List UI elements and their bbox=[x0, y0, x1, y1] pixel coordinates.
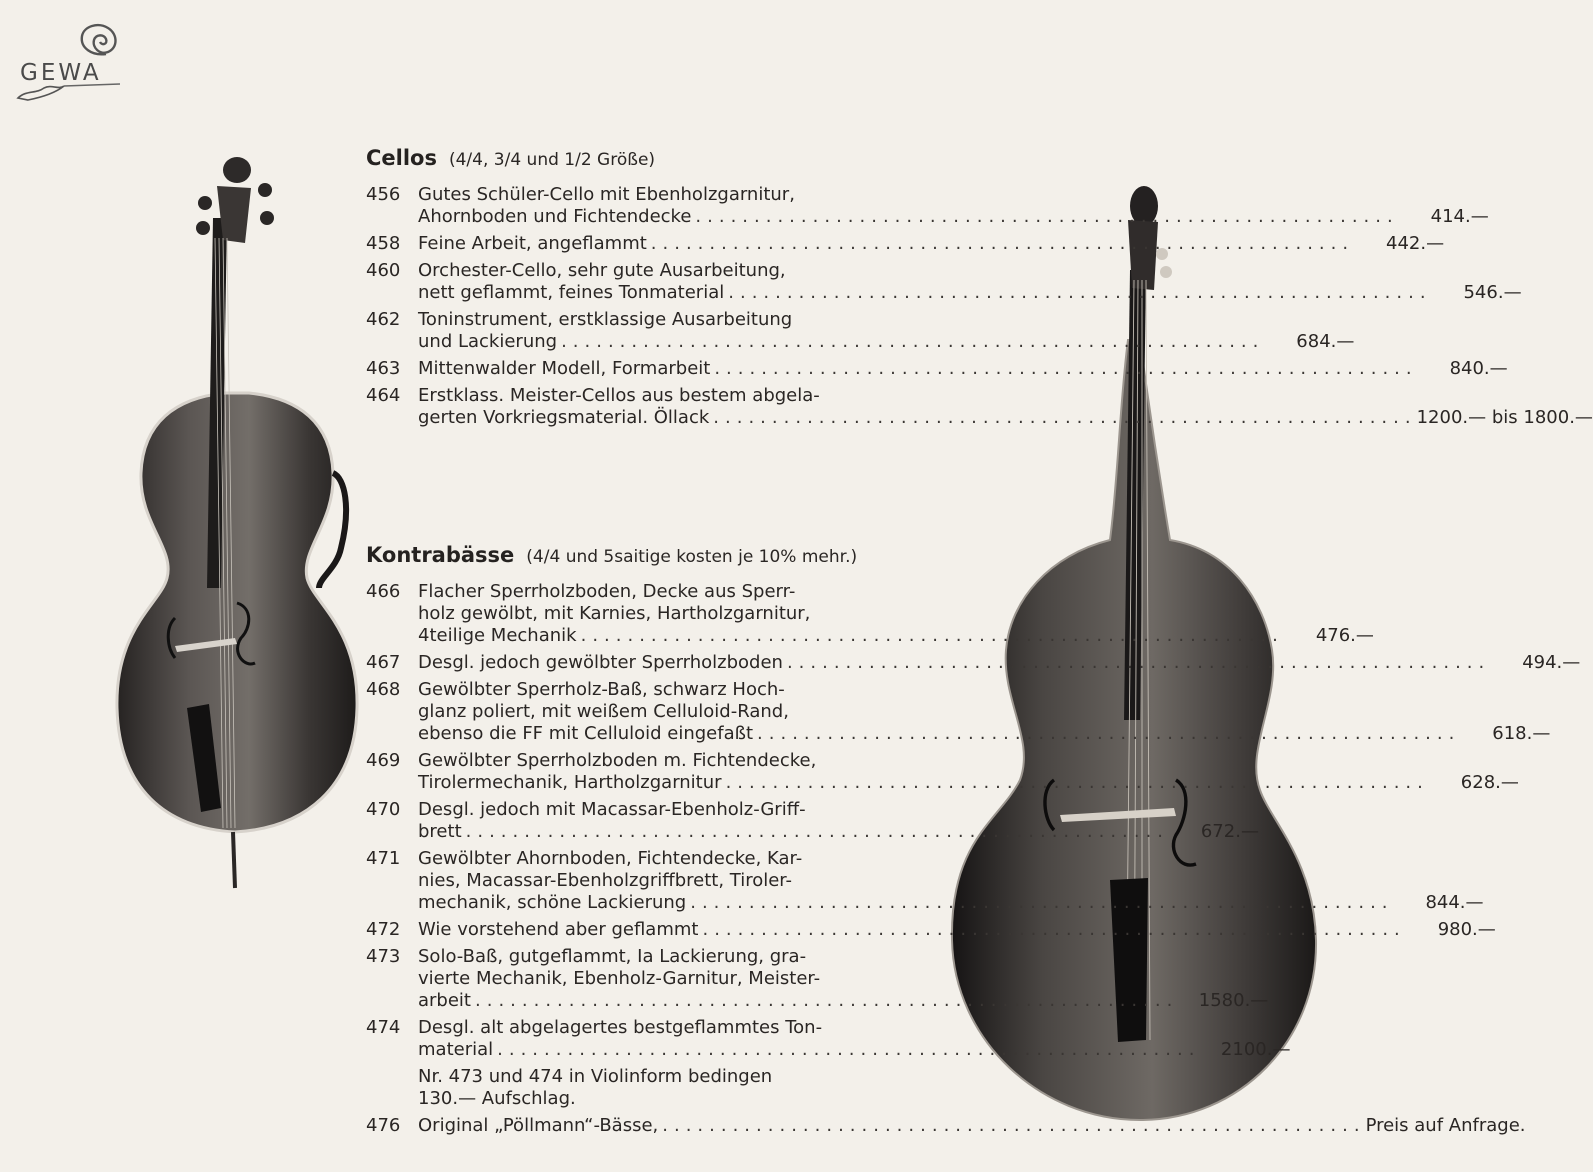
item-description: gerten Vorkriegsmaterial. Öllack bbox=[418, 407, 710, 428]
price-entry bbox=[366, 184, 1489, 228]
item-price: 494.— bbox=[1522, 652, 1581, 673]
item-number: 458 bbox=[366, 233, 401, 254]
leader-dots: ............................................................ bbox=[786, 652, 1491, 673]
item-description: Gewölbter Sperrholz-Baß, schwarz Hoch- bbox=[418, 679, 785, 700]
price-entry bbox=[366, 581, 1374, 647]
item-description: Gewölbter Sperrholzboden m. Fichtendecke, bbox=[418, 750, 817, 771]
item-number: 456 bbox=[366, 184, 401, 205]
price-entry bbox=[366, 309, 1355, 353]
item-description: glanz poliert, mit weißem Celluloid-Rand, bbox=[418, 701, 789, 722]
leader-dots: ............................................................ bbox=[757, 723, 1461, 744]
item-number: 463 bbox=[366, 358, 401, 379]
item-description: Wie vorstehend aber geflammt bbox=[418, 919, 699, 940]
item-price: 476.— bbox=[1315, 625, 1374, 646]
cello-illustration bbox=[105, 148, 375, 898]
item-number: 476 bbox=[366, 1115, 401, 1136]
item-description: brett bbox=[418, 821, 462, 842]
item-price: 840.— bbox=[1449, 358, 1508, 379]
item-description: Nr. 473 und 474 in Violinform bedingen bbox=[418, 1066, 773, 1087]
price-entry bbox=[366, 750, 1519, 794]
item-description: Erstklass. Meister-Cellos aus bestem abgela- bbox=[418, 385, 820, 406]
item-description: Flacher Sperrholzboden, Decke aus Sperr- bbox=[418, 581, 796, 602]
item-price: 684.— bbox=[1296, 331, 1355, 352]
price-entry bbox=[366, 799, 1259, 843]
item-number: 460 bbox=[366, 260, 401, 281]
item-description: Desgl. jedoch mit Macassar-Ebenholz-Griff- bbox=[418, 799, 806, 820]
item-number: 464 bbox=[366, 385, 401, 406]
item-description: Mittenwalder Modell, Formarbeit bbox=[418, 358, 711, 379]
leader-dots: ............................................................ bbox=[728, 282, 1432, 303]
item-description: und Lackierung bbox=[418, 331, 558, 352]
item-description: ebenso die FF mit Celluloid eingefaßt bbox=[418, 723, 754, 744]
item-price: 1580.— bbox=[1198, 990, 1269, 1011]
price-entry bbox=[366, 946, 1269, 1012]
cellos-title: Cellos bbox=[366, 146, 437, 170]
item-price: 546.— bbox=[1463, 282, 1522, 303]
leader-dots: ............................................................ bbox=[580, 625, 1284, 646]
item-price: 414.— bbox=[1430, 206, 1489, 227]
item-number: 472 bbox=[366, 919, 401, 940]
item-number: 462 bbox=[366, 309, 401, 330]
item-price: 672.— bbox=[1200, 821, 1259, 842]
item-number: 467 bbox=[366, 652, 401, 673]
item-price: 1200.— bis 1800.— bbox=[1416, 407, 1593, 428]
item-price: 618.— bbox=[1492, 723, 1551, 744]
item-price: 2100.— bbox=[1220, 1039, 1291, 1060]
leader-dots: ............................................................ bbox=[465, 821, 1169, 842]
item-description: Toninstrument, erstklassige Ausarbeitung bbox=[418, 309, 793, 330]
price-entry bbox=[366, 385, 1593, 429]
price-entry bbox=[366, 848, 1484, 914]
leader-dots: ............................................................ bbox=[650, 233, 1355, 254]
item-description: Desgl. jedoch gewölbter Sperrholzboden bbox=[418, 652, 783, 673]
leader-dots: ............................................................ bbox=[690, 892, 1394, 913]
kontrabaesse-title: Kontrabässe bbox=[366, 543, 515, 567]
item-description: holz gewölbt, mit Karnies, Hartholzgarnitur, bbox=[418, 603, 811, 624]
price-entry bbox=[366, 1066, 946, 1110]
price-entry bbox=[366, 358, 1508, 380]
item-price: 844.— bbox=[1425, 892, 1484, 913]
item-number bbox=[366, 1066, 418, 1110]
item-description: material bbox=[418, 1039, 494, 1060]
item-description: Feine Arbeit, angeflammt bbox=[418, 233, 647, 254]
kontrabaesse-note: (4/4 und 5saitige kosten je 10% mehr.) bbox=[526, 547, 858, 567]
item-description: Ahornboden und Fichtendecke bbox=[418, 206, 692, 227]
kontrabaesse-price-list bbox=[366, 581, 1581, 1137]
logo-text: GEWA bbox=[20, 60, 102, 86]
item-number: 470 bbox=[366, 799, 401, 820]
item-description: mechanik, schöne Lackierung bbox=[418, 892, 687, 913]
leader-dots: ............................................................ bbox=[561, 331, 1265, 352]
item-description: Desgl. alt abgelagertes bestgeflammtes Ton- bbox=[418, 1017, 823, 1038]
leader-dots: ............................................................ bbox=[702, 919, 1406, 940]
item-description: vierte Mechanik, Ebenholz-Garnitur, Meister- bbox=[418, 968, 821, 989]
leader-dots: ............................................................ bbox=[713, 407, 1417, 428]
cellos-section bbox=[366, 146, 1593, 434]
item-description: Orchester-Cello, sehr gute Ausarbeitung, bbox=[418, 260, 786, 281]
item-number: 466 bbox=[366, 581, 401, 602]
cellos-size-note: (4/4, 3/4 und 1/2 Größe) bbox=[448, 150, 656, 170]
item-description: nies, Macassar-Ebenholzgriffbrett, Tiroler- bbox=[418, 870, 793, 891]
item-number: 469 bbox=[366, 750, 401, 771]
item-price: 442.— bbox=[1386, 233, 1445, 254]
price-entry bbox=[366, 1115, 1526, 1137]
price-entry bbox=[366, 652, 1581, 674]
item-description: Original „Pöllmann“-Bässe, bbox=[418, 1115, 659, 1136]
price-entry bbox=[366, 233, 1445, 255]
leader-dots: ............................................................ bbox=[662, 1115, 1366, 1136]
cellos-price-list bbox=[366, 184, 1593, 429]
cellos-heading bbox=[366, 146, 946, 170]
item-number: 474 bbox=[366, 1017, 401, 1038]
item-description: Tirolermechanik, Hartholzgarnitur bbox=[418, 772, 722, 793]
price-entry bbox=[366, 1017, 1291, 1061]
item-number: 468 bbox=[366, 679, 401, 700]
item-number: 471 bbox=[366, 848, 401, 869]
leader-dots: ............................................................ bbox=[714, 358, 1418, 379]
item-price: 628.— bbox=[1460, 772, 1519, 793]
leader-dots: ............................................................ bbox=[497, 1039, 1201, 1060]
item-price: 980.— bbox=[1437, 919, 1496, 940]
item-number: 473 bbox=[366, 946, 401, 967]
item-description: nett geflammt, feines Tonmaterial bbox=[418, 282, 725, 303]
item-description: Gewölbter Ahornboden, Fichtendecke, Kar- bbox=[418, 848, 803, 869]
leader-dots: ............................................................ bbox=[475, 990, 1179, 1011]
gewa-logo bbox=[14, 20, 130, 104]
leader-dots: ............................................................ bbox=[695, 206, 1399, 227]
item-description: arbeit bbox=[418, 990, 471, 1011]
price-entry bbox=[366, 679, 1551, 745]
item-description: 4teilige Mechanik bbox=[418, 625, 577, 646]
kontrabaesse-section bbox=[366, 543, 1581, 1142]
leader-dots: ............................................................ bbox=[725, 772, 1429, 793]
item-price: Preis auf Anfrage. bbox=[1365, 1115, 1526, 1136]
price-entry bbox=[366, 919, 1496, 941]
item-description: 130.— Aufschlag. bbox=[418, 1088, 576, 1109]
price-entry bbox=[366, 260, 1522, 304]
kontrabaesse-heading bbox=[366, 543, 946, 567]
item-description: Solo-Baß, gutgeflammt, Ia Lackierung, gra- bbox=[418, 946, 807, 967]
item-description: Gutes Schüler-Cello mit Ebenholzgarnitur, bbox=[418, 184, 795, 205]
